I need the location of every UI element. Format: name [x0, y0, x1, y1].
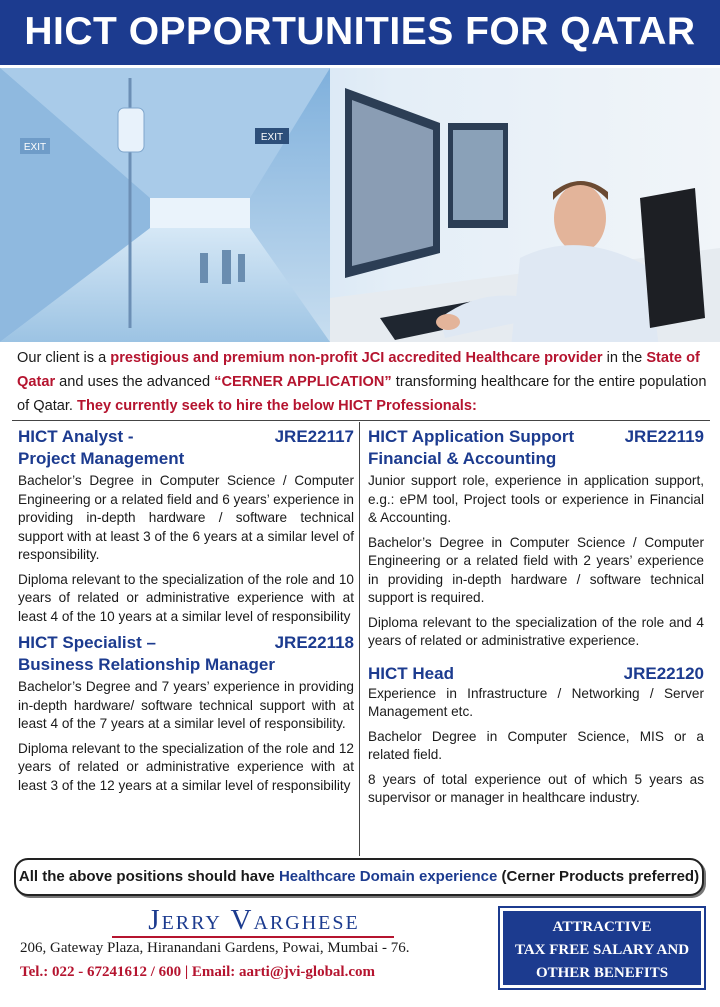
benefit-line: TAX FREE SALARY AND: [514, 942, 690, 958]
benefit-line: ATTRACTIVE: [552, 919, 652, 935]
right-column: [368, 426, 704, 814]
job-analyst-title: HICT Analyst -: [18, 427, 134, 446]
office-chair: [640, 188, 705, 328]
job-specialist-code: JRE22118: [274, 633, 354, 652]
job-app-support-code: JRE22119: [624, 427, 704, 446]
intro-text-2: in the: [602, 350, 647, 366]
intro-highlight-seek: They currently seek to hire the below HICT Professionals:: [77, 398, 477, 414]
job-head-paragraph: Bachelor Degree in Computer Science, MIS or a related field.: [368, 728, 704, 762]
banner-text-2: (Cerner Products preferred): [497, 868, 700, 885]
job-analyst-paragraph: Bachelor’s Degree in Computer Science / Computer Engineering or a related field and 6 years’ experience in providing in-depth hardware / software technical support with at least 3 of the 6 years at a similar level of responsibility.: [18, 473, 354, 562]
benefit-line: OTHER BENEFITS: [535, 965, 669, 981]
intro-text-4: transforming healthcare for the entire population of Qatar.: [17, 374, 707, 414]
hero-illustration: [0, 68, 720, 342]
job-app-support-title: HICT Application Support: [368, 427, 575, 446]
benefits-badge: [500, 908, 704, 988]
job-app-support-paragraph: Diploma relevant to the specialization of the role and 4 years of related or administrative experience.: [368, 614, 704, 648]
section-divider: [12, 420, 710, 421]
banner-text-1: All the above positions should have: [18, 868, 279, 885]
job-analyst-heading: [18, 426, 354, 448]
job-analyst-paragraph: Diploma relevant to the specialization of the role and 10 years of related or administrative experience with at least 4 of the 10 years at a similar level of responsibility: [18, 571, 354, 624]
header-bar: [0, 0, 720, 68]
job-head-paragraph: Experience in Infrastructure / Networking / Server Management etc.: [368, 685, 704, 719]
banner-highlight: Healthcare Domain experience: [278, 868, 498, 885]
job-app-support-paragraph: Bachelor’s Degree in Computer Science / Computer Engineering or a related field with 2 years’ experience in providing in-depth hardware / software technical support is required.: [368, 534, 704, 605]
job-specialist-heading: [18, 632, 354, 654]
contact-info: Tel.: 022 - 67241612 / 600 | Email: aarti@jvi-global.com: [20, 964, 376, 980]
iv-bag: [118, 108, 144, 152]
intro-highlight-state: State of Qatar: [17, 350, 700, 390]
job-specialist-subtitle: Business Relationship Manager: [18, 655, 275, 674]
job-head-heading: [368, 663, 704, 685]
left-column: [18, 426, 354, 801]
job-specialist-paragraph: Bachelor’s Degree and 7 years’ experience in providing in-depth hardware/ software technical support with at least 4 of the 7 years at a similar level of responsibility.: [18, 679, 354, 731]
requirements-banner: [14, 858, 704, 896]
intro-text-3: and uses the advanced: [55, 374, 215, 390]
job-app-support-subtitle: Financial & Accounting: [368, 449, 557, 468]
exit-sign-right-text: EXIT: [260, 132, 284, 143]
intro-highlight-cerner: “CERNER APPLICATION”: [214, 374, 392, 390]
job-analyst-subtitle: Project Management: [18, 449, 185, 468]
column-divider: [359, 422, 360, 856]
job-app-support-heading: [368, 426, 704, 448]
hero-image: [0, 68, 720, 342]
company-address: 206, Gateway Plaza, Hiranandani Gardens, Powai, Mumbai - 76.: [20, 940, 410, 956]
job-head-title: HICT Head: [368, 663, 454, 683]
intro-highlight-provider: prestigious and premium non-profit JCI accredited Healthcare provider: [110, 350, 603, 366]
intro-text-1: Our client is a: [17, 350, 111, 366]
page-title: HICT OPPORTUNITIES FOR QATAR: [24, 10, 696, 53]
operator-head: [554, 184, 606, 252]
job-analyst-code: JRE22117: [274, 427, 354, 446]
job-head-paragraph: 8 years of total experience out of which 5 years as supervisor or manager in healthcare industry.: [368, 771, 704, 805]
job-app-support-paragraph: Junior support role, experience in application support, e.g.: ePM tool, Project tools or experience in Financial & Accounting.: [368, 473, 704, 525]
intro-paragraph: [17, 346, 707, 418]
company-name: Jerry Varghese: [148, 904, 360, 936]
job-specialist-paragraph: Diploma relevant to the specialization of the role and 12 years of related or administrative experience with at least 3 of the 12 years at a similar level of responsibility: [18, 740, 354, 793]
job-head-code: JRE22120: [623, 663, 704, 683]
company-underline: [112, 936, 394, 938]
job-specialist-title: HICT Specialist –: [18, 633, 156, 652]
exit-sign-left-text: EXIT: [23, 142, 47, 153]
